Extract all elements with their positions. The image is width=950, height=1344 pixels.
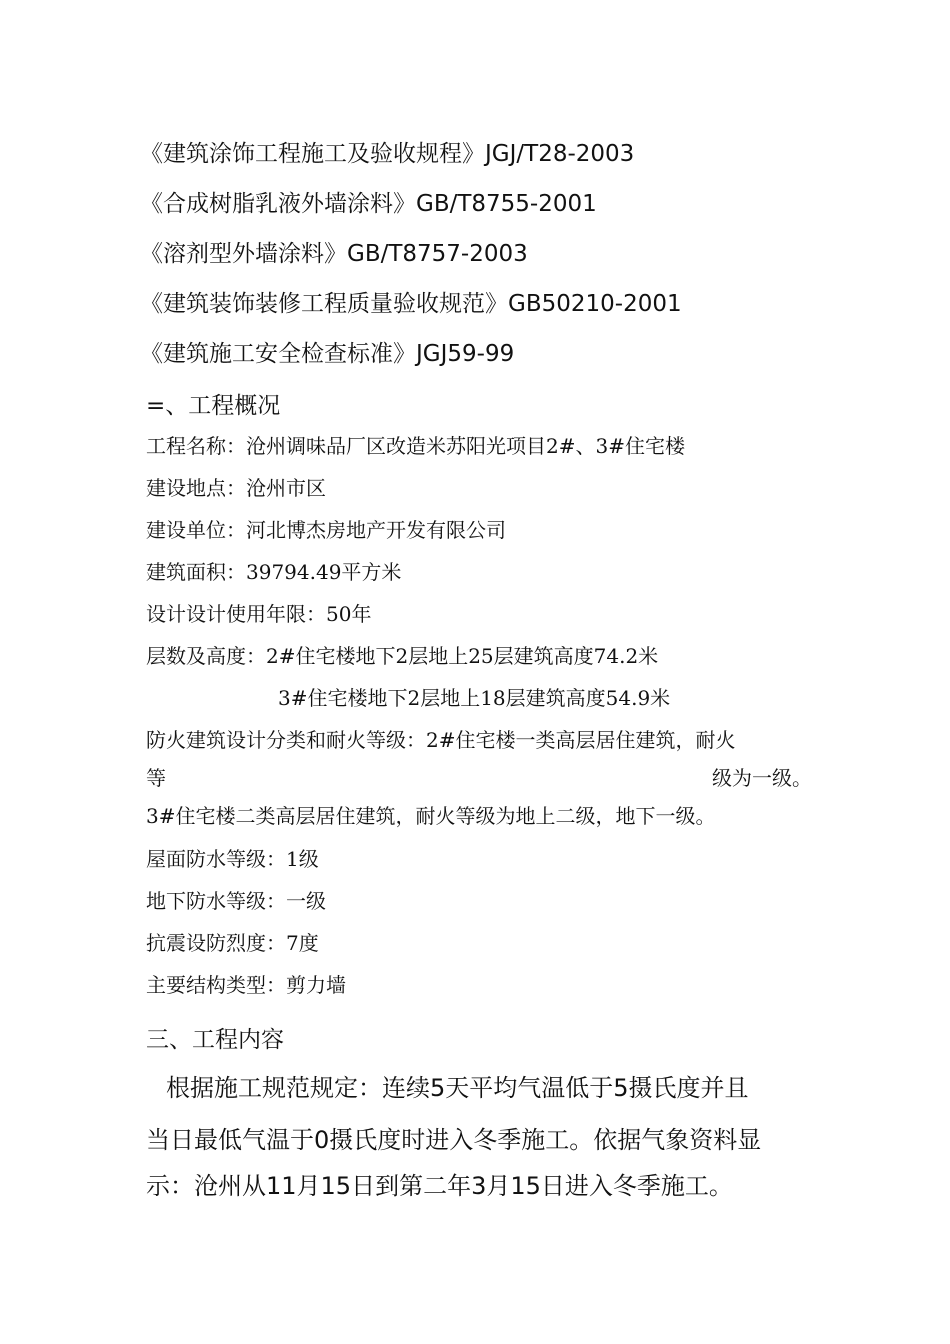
project-area: 建筑面积：39794.49平方米 [146,560,402,584]
reference-line: 《合成树脂乳液外墙涂料》GB/T8755-2001 [140,191,597,217]
floors-height: 层数及高度：2#住宅楼地下2层地上25层建筑高度74.2米 [146,644,659,668]
fire-rating-continued-left: 等 [146,766,166,790]
project-name: 工程名称：沧州调味品厂区改造米苏阳光项目2#、3#住宅楼 [146,434,685,458]
project-owner: 建设单位：河北博杰房地产开发有限公司 [146,518,506,542]
fire-rating: 防火建筑设计分类和耐火等级：2#住宅楼一类高层居住建筑，耐火 [146,728,736,752]
section-heading: =、工程概况 [146,393,281,419]
design-life: 设计设计使用年限：50年 [146,602,372,626]
seismic-intensity: 抗震设防烈度：7度 [146,931,319,955]
project-location: 建设地点：沧州市区 [146,476,326,500]
reference-line: 《建筑施工安全检查标准》JGJ59-99 [140,341,515,367]
fire-rating-building3: 3#住宅楼二类高层居住建筑，耐火等级为地上二级，地下一级。 [146,804,716,828]
underground-waterproof-grade: 地下防水等级：一级 [146,889,326,913]
floors-height-continued: 3#住宅楼地下2层地上18层建筑高度54.9米 [278,686,671,710]
section-heading: 三、工程内容 [146,1027,284,1053]
reference-line: 《建筑装饰装修工程质量验收规范》GB50210-2001 [140,291,682,317]
reference-line: 《溶剂型外墙涂料》GB/T8757-2003 [140,241,528,267]
reference-line: 《建筑涂饰工程施工及验收规程》JGJ/T28-2003 [140,141,635,167]
paragraph-line: 根据施工规范规定：连续5天平均气温低于5摄氏度并且 [166,1074,749,1102]
paragraph-line: 当日最低气温于0摄氏度时进入冬季施工。依据气象资料显 [146,1126,762,1154]
roof-waterproof-grade: 屋面防水等级：1级 [146,847,319,871]
structure-type: 主要结构类型：剪力墙 [146,973,346,997]
paragraph-line: 示：沧州从11月15日到第二年3月15日进入冬季施工。 [146,1172,733,1200]
fire-rating-continued-right: 级为一级。 [712,766,812,790]
